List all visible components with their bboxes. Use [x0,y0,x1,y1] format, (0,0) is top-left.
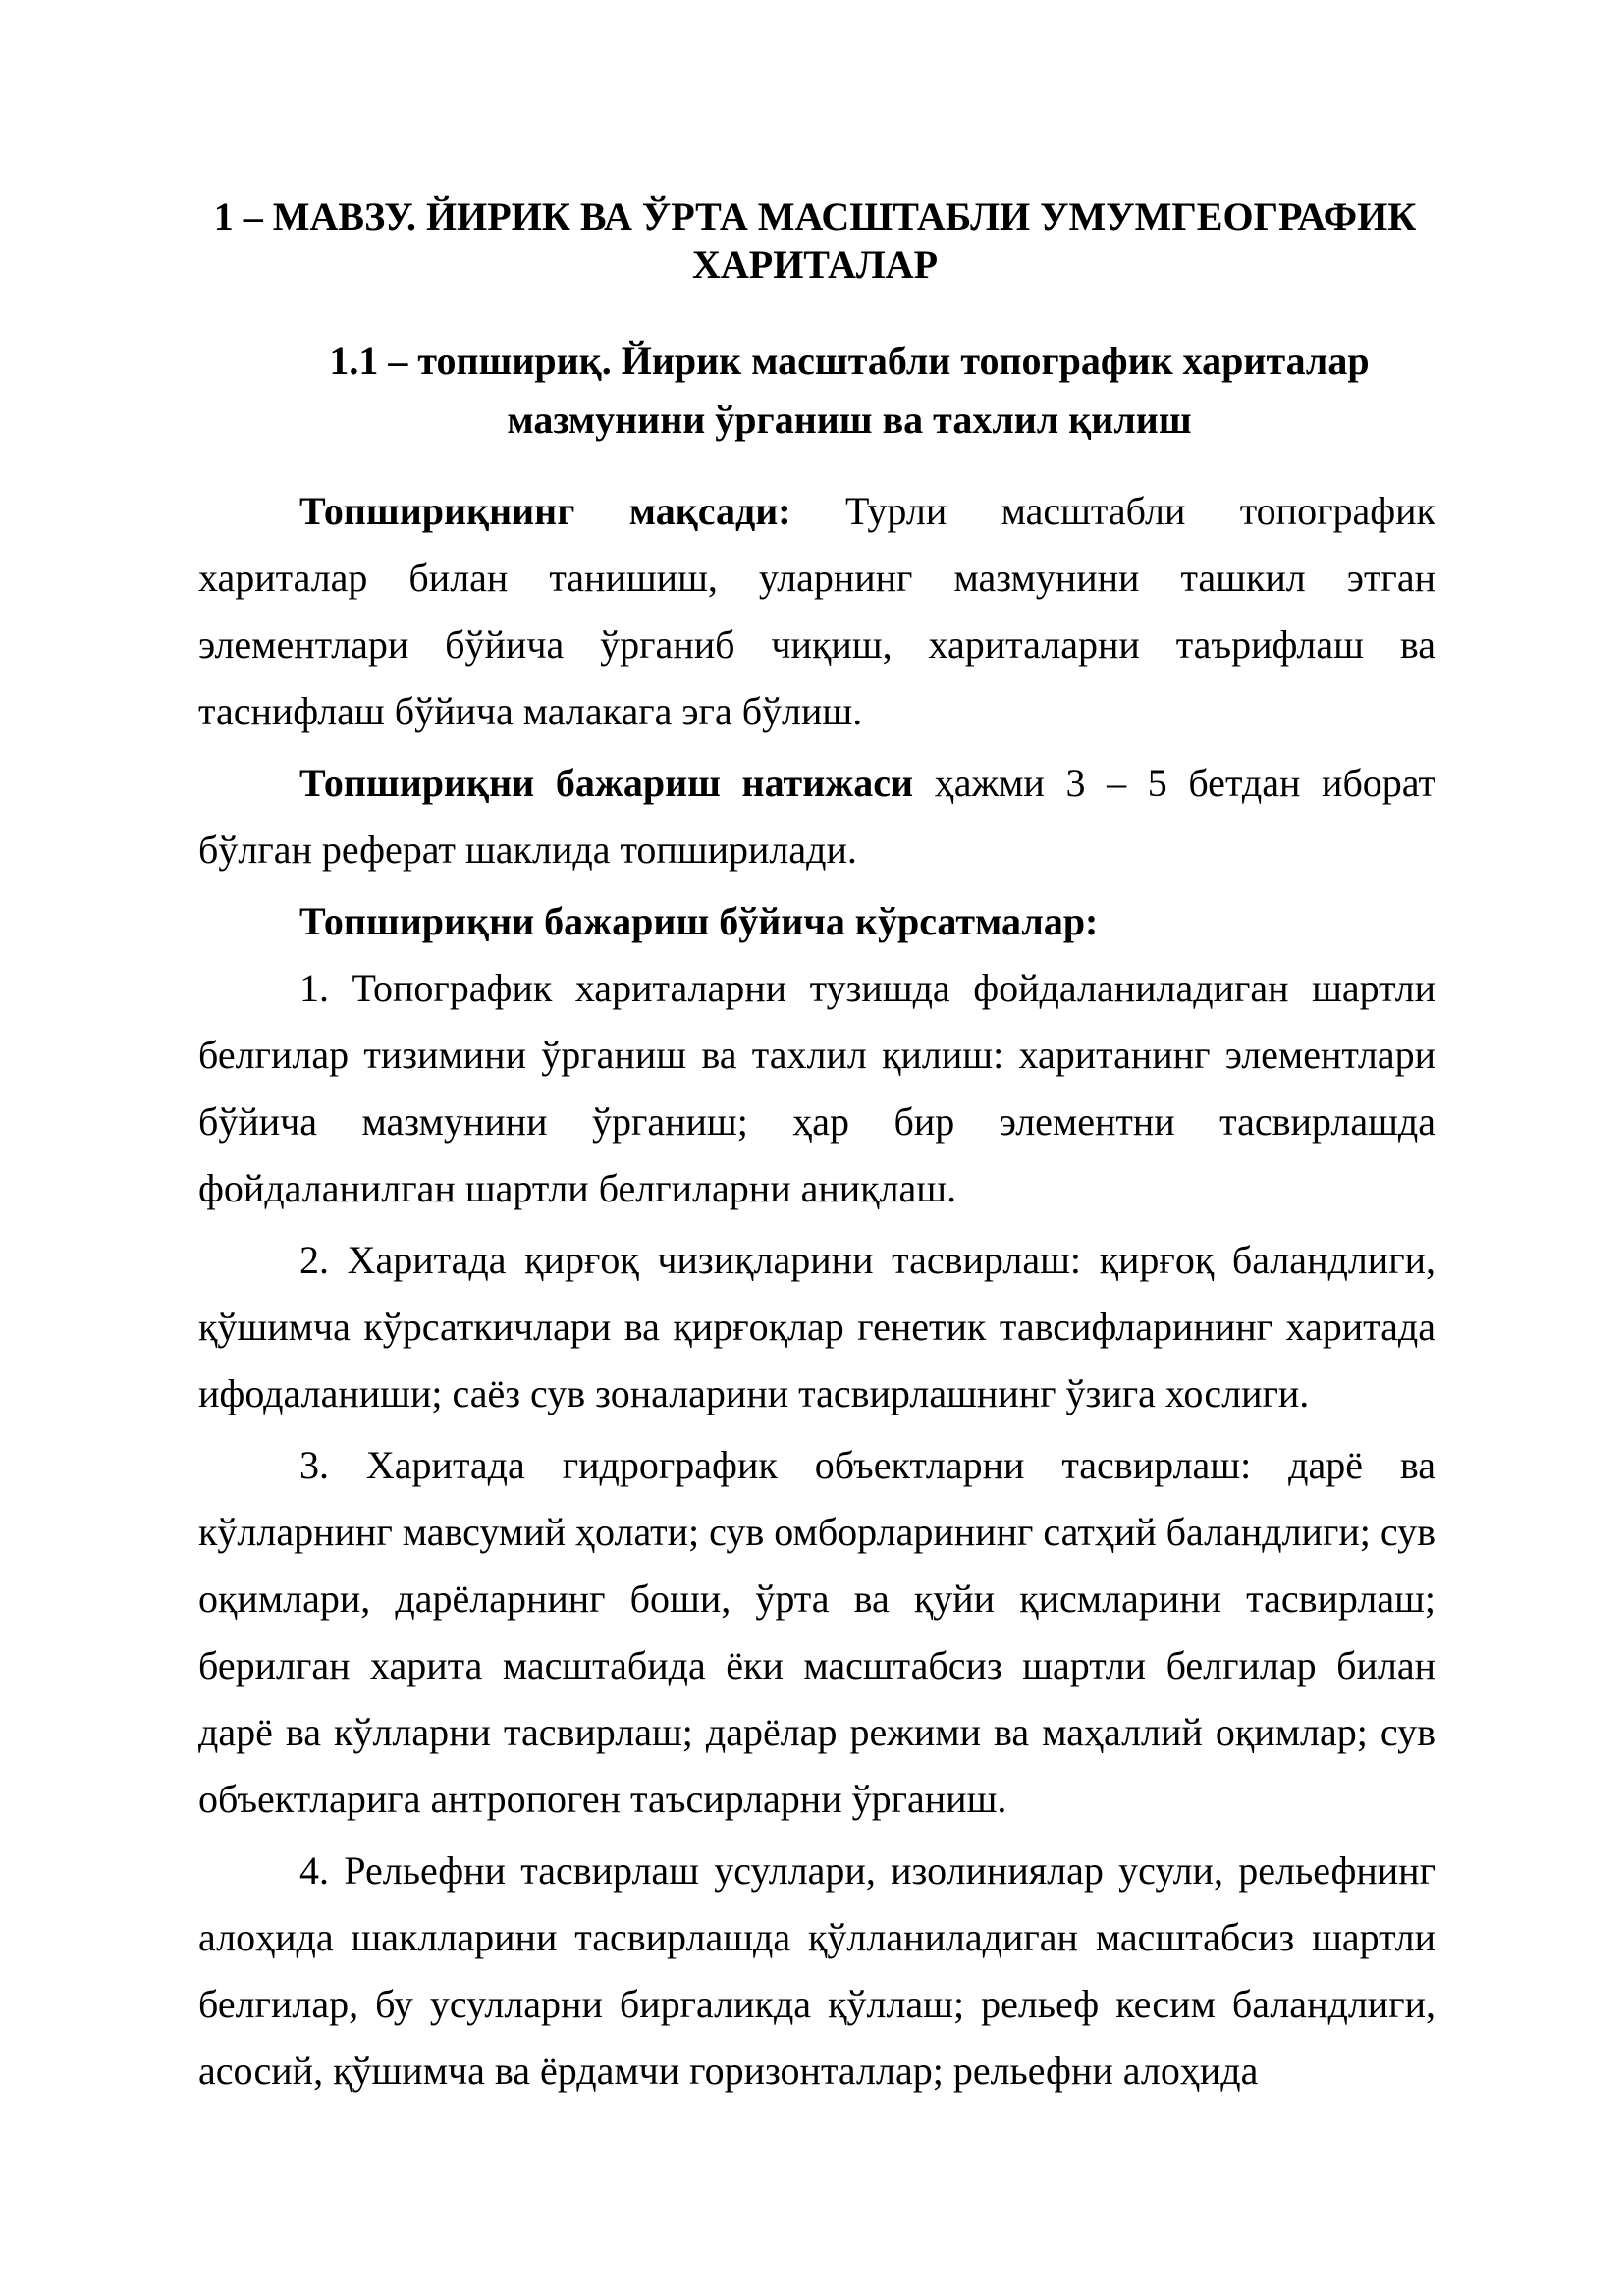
goal-paragraph [198,478,1435,745]
page-title [147,192,1483,289]
subtitle-line-2: мазмунини ўрганиш ва тахлил қилиш [507,398,1192,442]
goal-text: Турли масштабли топографик хариталар билан танишиш, уларнинг мазмунини ташкил этган элементлари бўйича ўрганиб чиқиш, хариталарни таърифлаш ва таснифлаш бўйича малакага эга бўлиш. [198,489,1435,733]
instructions-heading: Топшириқни бажариш бўйича кўрсатмалар: [299,899,1099,943]
document-body [198,478,1435,2105]
result-text: ҳажми 3 – 5 бетдан иборат бўлган реферат шаклида топширилади. [198,761,1435,872]
result-label: Топшириқни бажариш натижаси [299,761,914,805]
instruction-item-2: 2. Харитада қирғоқ чизиқларини тасвирлаш: қирғоқ баландлиги, қўшимча кўрсаткичлари ва қирғоқлар генетик тавсифларининг харитада ифодаланиши; саёз сув зоналарини тасвирлашнинг ўзига хослиги. [198,1238,1435,1415]
instruction-item-3: 3. Харитада гидрографик объектларни тасвирлаш: дарё ва кўлларнинг мавсумий ҳолати; сув омборларининг сатҳий баландлиги; сув оқимлари, дарёларнинг боши, ўрта ва қуйи қисмларини тасвирлаш; берилган харита масштабида ёки масштабсиз шартли белгилар билан дарё ва кўлларни тасвирлаш; дарёлар режими ва маҳаллий оқимлар; сув объектларига антропоген таъсирларни ўрганиш. [198,1443,1435,1821]
subtitle-line-1: 1.1 – топшириқ. Йирик масштабли топографик хариталар [329,339,1370,383]
task-subtitle [324,332,1375,450]
instruction-item-4: 4. Рельефни тасвирлаш усуллари, изолиниялар усули, рельефнинг алоҳида шаклларини тасвирлашда қўлланиладиган масштабсиз шартли белгилар, бу усулларни биргаликда қўллаш; рельеф кесим баландлиги, асосий, қўшимча ва ёрдамчи горизонталлар; рельефни алоҳида [198,1848,1435,2093]
title-line-1: 1 – МАВЗУ. ЙИРИК ВА ЎРТА МАСШТАБЛИ УМУМГЕОГРАФИК [213,194,1417,239]
result-paragraph [198,750,1435,883]
instruction-item-1: 1. Топографик хариталарни тузишда фойдаланиладиган шартли белгилар тизимини ўрганиш ва тахлил қилиш: хаританинг элементлари бўйича мазмунини ўрганиш; ҳар бир элементни тасвирлашда фойдаланилган шартли белгиларни аниқлаш. [198,966,1435,1210]
goal-label: Топшириқнинг мақсади: [299,489,791,533]
title-line-2: ХАРИТАЛАР [691,242,939,287]
